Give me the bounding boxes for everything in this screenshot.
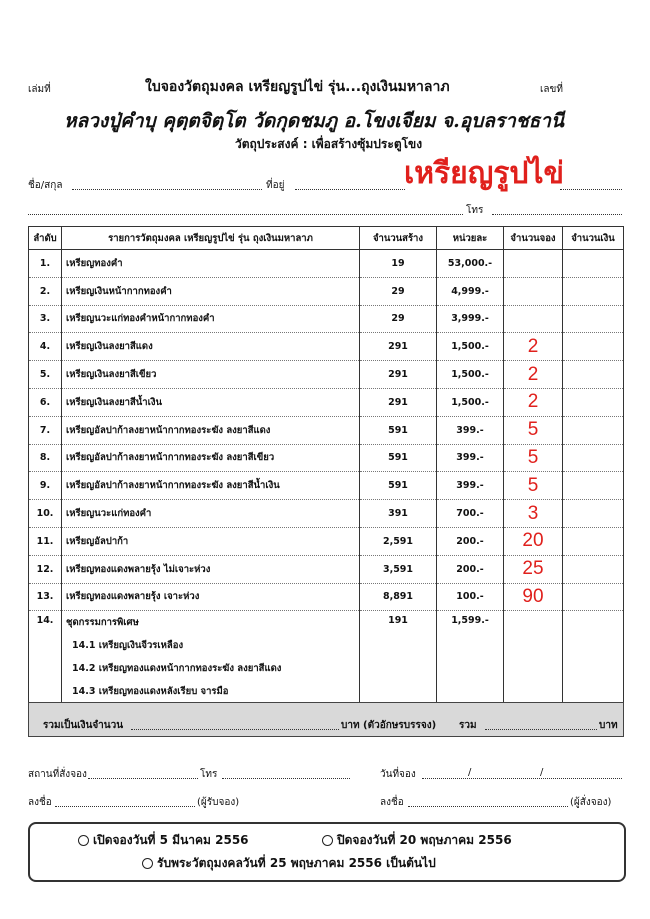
table-row [29,305,624,333]
row-amount[interactable] [563,527,624,555]
place-label: สถานที่สั่งจอง [28,769,87,780]
row-price: 399.- [437,472,504,500]
table-row [29,583,624,611]
row-price: 200.- [437,555,504,583]
row-reserve[interactable] [504,277,563,305]
row-item-name: เหรียญนวะแก่ทองคำ [62,500,360,528]
table-row [29,361,624,389]
row-amount[interactable] [563,583,624,611]
notice-open-date: เปิดจองวันที่ 5 มีนาคม 2556 [78,831,249,850]
row-reserve[interactable]: 2 [504,333,563,361]
table-row [29,500,624,528]
row-reserve[interactable]: 20 [504,527,563,555]
total-box [28,702,624,737]
orderer-role: (ผู้สั่งจอง) [570,797,612,808]
row-item-name: เหรียญนวะแก่ทองคำหน้ากากทองคำ [62,305,360,333]
col-header-price: หน่วยละ [437,227,504,250]
row-no: 11. [29,527,62,555]
row-reserve[interactable] [504,250,563,278]
col-header-amount: จำนวนเงิน [563,227,624,250]
row-price: 700.- [437,500,504,528]
row-reserve[interactable]: 2 [504,361,563,389]
row-price: 1,599.- [437,611,504,723]
row-no: 8. [29,444,62,472]
special-subitem: 14.1 เหรียญเงินจีวรเหลือง [72,640,184,652]
row-quantity: 2,591 [360,527,437,555]
row-item-name: เหรียญอัลปาก้าลงยาหน้ากากทองระฆัง ลงยาสีน้ำเงิน [62,472,360,500]
row-no: 13. [29,583,62,611]
receiver-sign-label: ลงชื่อ [28,797,52,808]
col-header-reserve: จำนวนจอง [504,227,563,250]
row-reserve[interactable]: 3 [504,500,563,528]
row-quantity: 29 [360,277,437,305]
row-price: 399.- [437,416,504,444]
row-no: 9. [29,472,62,500]
row-no: 4. [29,333,62,361]
row-amount[interactable] [563,277,624,305]
row-quantity: 391 [360,500,437,528]
total-words-label: บาท (ตัวอักษรบรรจง) [341,720,437,731]
row-price: 399.- [437,444,504,472]
total-label: รวมเป็นเงินจำนวน [43,720,124,731]
row-price: 3,999.- [437,305,504,333]
date-label: วันที่จอง [380,769,416,780]
address-line-2[interactable] [28,214,463,215]
notice-receive-date: รับพระวัตถุมงคลวันที่ 25 พฤษภาคม 2556 เป็นต้นไป [142,854,436,873]
footer-phone-field[interactable] [222,778,350,779]
table-row [29,388,624,416]
row-no: 5. [29,361,62,389]
handwritten-title: เหรียญรูปไข่ [404,156,565,191]
place-field[interactable] [88,778,198,779]
row-price: 100.- [437,583,504,611]
phone-label: โทร [466,205,484,216]
row-price: 4,999.- [437,277,504,305]
row-item-name: เหรียญเงินลงยาสีน้ำเงิน [62,388,360,416]
row-no: 14. [29,611,62,723]
orderer-sign-label: ลงชื่อ [380,797,404,808]
table-row [29,250,624,278]
monk-name-line: หลวงปู่คำบุ คุตฺตจิตฺโต วัดกุดชมภู อ.โขงเจียม จ.อุบลราชธานี [64,110,564,132]
row-no: 12. [29,555,62,583]
special-subitem: 14.2 เหรียญทองแดงหน้ากากทองระฆัง ลงยาสีแดง [72,663,282,675]
row-quantity: 591 [360,444,437,472]
row-no: 7. [29,416,62,444]
row-amount[interactable] [563,361,624,389]
special-set-title: ชุดกรรมการพิเศษ [66,617,139,629]
table-row [29,527,624,555]
row-reserve[interactable]: 25 [504,555,563,583]
sum-field[interactable] [485,729,597,730]
row-amount[interactable] [563,333,624,361]
row-quantity: 29 [360,305,437,333]
notice-box [28,822,626,882]
circle-bullet-icon [78,835,89,846]
row-quantity: 3,591 [360,555,437,583]
date-sep-2: / [540,767,544,778]
name-label: ชื่อ/สกุล [28,180,63,191]
total-words-field[interactable] [131,729,339,730]
row-item-name: เหรียญอัลปาก้า [62,527,360,555]
date-sep-1: / [468,767,472,778]
date-field[interactable] [422,778,622,779]
row-reserve[interactable] [504,305,563,333]
receiver-sign-field[interactable] [55,806,195,807]
row-no: 1. [29,250,62,278]
row-price: 1,500.- [437,333,504,361]
row-price: 1,500.- [437,361,504,389]
notice-close-date: ปิดจองวันที่ 20 พฤษภาคม 2556 [322,831,512,850]
row-price: 53,000.- [437,250,504,278]
form-title: ใบจองวัตถุมงคล เหรียญรูปไข่ รุ่น...ถุงเงินมหาลาภ [145,79,450,95]
row-no: 10. [29,500,62,528]
row-no: 6. [29,388,62,416]
row-item-name: เหรียญอัลปาก้าลงยาหน้ากากทองระฆัง ลงยาสีแดง [62,416,360,444]
col-header-quantity: จำนวนสร้าง [360,227,437,250]
row-amount[interactable] [563,555,624,583]
table-row [29,555,624,583]
sum-baht-label: บาท [599,720,618,731]
table-row [29,333,624,361]
special-subitem: 14.3 เหรียญทองแดงหลังเรียบ จารมือ [72,686,229,698]
row-reserve[interactable]: 2 [504,388,563,416]
row-amount[interactable] [563,500,624,528]
table-row [29,444,624,472]
row-reserve[interactable]: 90 [504,583,563,611]
table-row [29,416,624,444]
items-table [28,226,624,723]
row-item-name: เหรียญทองแดงพลายรุ้ง ไม่เจาะห่วง [62,555,360,583]
phone-field[interactable] [492,214,622,215]
receipt-number-label: เลขที่ [540,84,563,95]
footer-phone-label: โทร [200,769,218,780]
row-reserve[interactable]: 5 [504,416,563,444]
row-quantity: 291 [360,333,437,361]
row-quantity: 291 [360,361,437,389]
book-number-label: เล่มที่ [28,84,51,95]
row-item-name: เหรียญอัลปาก้าลงยาหน้ากากทองระฆัง ลงยาสีเขียว [62,444,360,472]
row-reserve[interactable]: 5 [504,444,563,472]
table-header-row [29,227,624,250]
address-field-continued[interactable] [560,189,622,190]
orderer-sign-field[interactable] [408,806,568,807]
row-quantity: 591 [360,416,437,444]
col-header-no: ลำดับ [29,227,62,250]
address-label: ที่อยู่ [266,180,285,191]
row-quantity: 19 [360,250,437,278]
row-quantity: 8,891 [360,583,437,611]
row-amount[interactable] [563,250,624,278]
row-amount[interactable] [563,444,624,472]
sum-label: รวม [459,720,477,731]
row-item-name: เหรียญเงินลงยาสีแดง [62,333,360,361]
row-price: 200.- [437,527,504,555]
row-no: 2. [29,277,62,305]
row-reserve[interactable]: 5 [504,472,563,500]
row-amount[interactable] [563,305,624,333]
row-item-name: เหรียญทองคำ [62,250,360,278]
row-quantity: 191 [360,611,437,723]
table-row [29,277,624,305]
row-quantity: 591 [360,472,437,500]
row-amount[interactable] [563,416,624,444]
row-no: 3. [29,305,62,333]
row-amount[interactable] [563,388,624,416]
row-item-name: เหรียญเงินลงยาสีเขียว [62,361,360,389]
row-amount[interactable] [563,472,624,500]
receiver-role: (ผู้รับจอง) [197,797,240,808]
row-item-name: เหรียญเงินหน้ากากทองคำ [62,277,360,305]
circle-bullet-icon [322,835,333,846]
row-quantity: 291 [360,388,437,416]
circle-bullet-icon [142,858,153,869]
address-field[interactable] [295,189,405,190]
row-item-name: เหรียญทองแดงพลายรุ้ง เจาะห่วง [62,583,360,611]
col-header-item: รายการวัตถุมงคล เหรียญรูปไข่ รุ่น ถุงเงินมหาลาภ [62,227,360,250]
purpose-line: วัตถุประสงค์ : เพื่อสร้างซุ้มประตูโขง [235,137,423,151]
row-price: 1,500.- [437,388,504,416]
table-row [29,472,624,500]
name-field[interactable] [72,189,262,190]
